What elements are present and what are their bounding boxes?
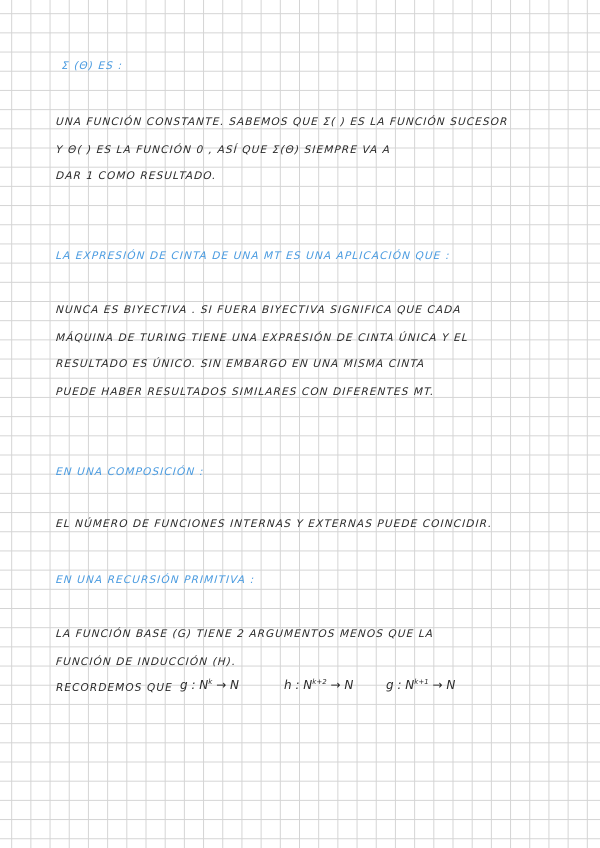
formula-g2-name: g: [386, 678, 394, 692]
section2-line-1: NUNCA ES BIYECTIVA . SI FUERA BIYECTIVA SIGNIFICA QUE CADA: [55, 304, 462, 316]
section2-heading: LA EXPRESIÓN DE CINTA DE UNA MT ES UNA APLICACIÓN QUE :: [55, 250, 451, 262]
formula-h-name: h: [284, 678, 292, 692]
formula-g2-domain: : N: [397, 678, 415, 692]
formula-g-name: g: [180, 678, 188, 692]
formula-g2-codomain: → N: [432, 678, 456, 692]
formula-g-exponent: k: [208, 678, 213, 686]
formula-h-induction: [284, 678, 353, 692]
formula-h-exponent: k+2: [312, 678, 327, 686]
formula-g-base: [180, 678, 239, 692]
section1-heading: Σ (Θ) ES :: [61, 60, 124, 72]
section1-line-2: Y Θ( ) ES LA FUNCIÓN 0 , ASÍ QUE Σ(Θ) SIEMPRE VA A: [55, 144, 392, 156]
section3-line-1: EL NÚMERO DE FUNCIONES INTERNAS Y EXTERNAS PUEDE COINCIDIR.: [55, 518, 493, 530]
formula-h-domain: : N: [295, 678, 313, 692]
formula-g2-exponent: k+1: [414, 678, 429, 686]
section2-line-2: MÁQUINA DE TURING TIENE UNA EXPRESIÓN DE CINTA ÚNICA Y EL: [55, 332, 470, 344]
section4-heading: EN UNA RECURSIÓN PRIMITIVA :: [55, 574, 256, 586]
formula-h-codomain: → N: [330, 678, 354, 692]
formula-g-codomain: → N: [216, 678, 240, 692]
recall-label: RECORDEMOS QUE: [56, 682, 173, 694]
section2-line-4: PUEDE HABER RESULTADOS SIMILARES CON DIFERENTES MT.: [55, 386, 436, 398]
formula-g-domain: : N: [191, 678, 209, 692]
section1-line-3: DAR 1 COMO RESULTADO.: [55, 170, 218, 182]
section4-line-2: FUNCIÓN DE INDUCCIÓN (H).: [55, 656, 237, 668]
section3-heading: EN UNA COMPOSICIÓN :: [55, 466, 205, 478]
section2-line-3: RESULTADO ES ÚNICO. SIN EMBARGO EN UNA MISMA CINTA: [55, 358, 426, 370]
formula-g-alt: [386, 678, 455, 692]
section1-line-1: UNA FUNCIÓN CONSTANTE. SABEMOS QUE Σ( ) ES LA FUNCIÓN SUCESOR: [55, 116, 509, 128]
section4-line-1: LA FUNCIÓN BASE (G) TIENE 2 ARGUMENTOS MENOS QUE LA: [55, 628, 435, 640]
